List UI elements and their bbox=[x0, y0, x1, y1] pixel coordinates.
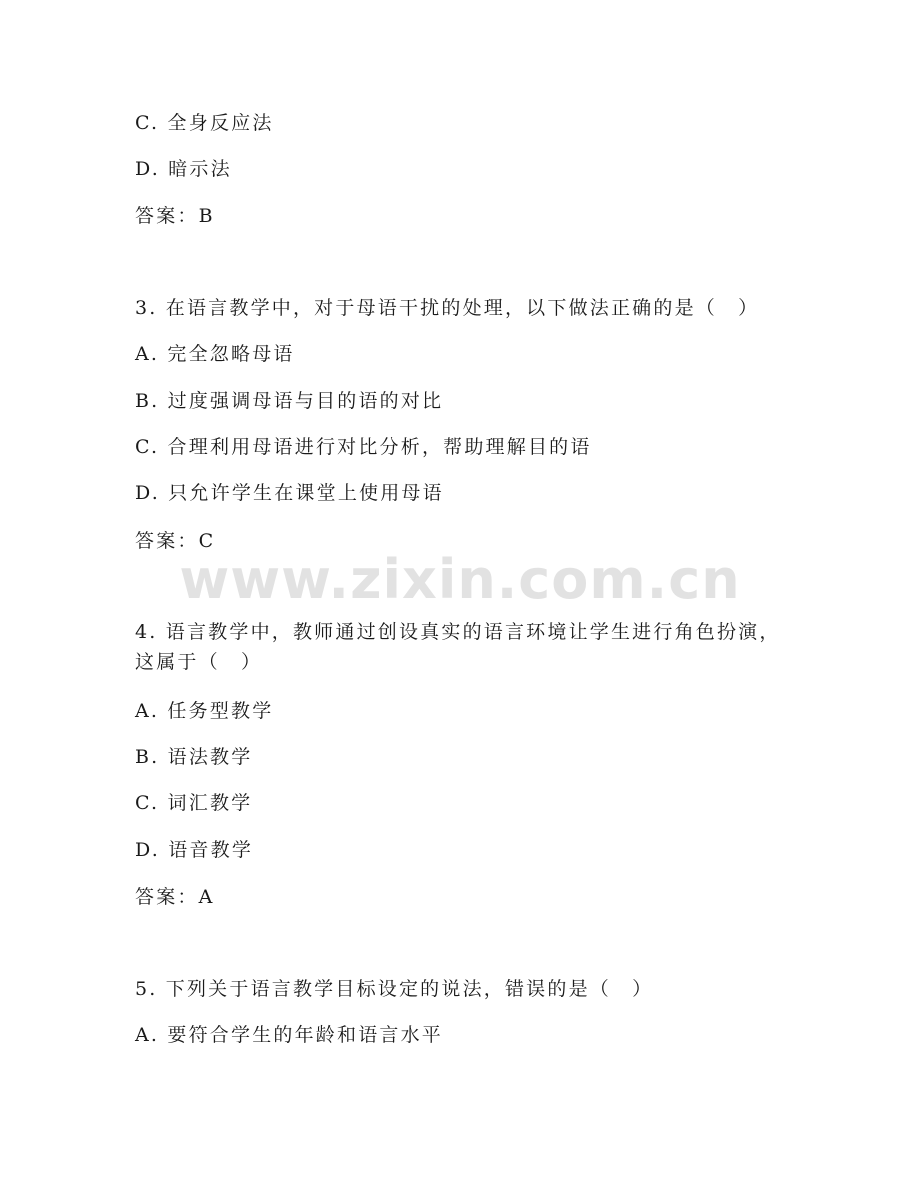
q2-option-c: C. 全身反应法 bbox=[135, 112, 274, 134]
q4-option-a: A. 任务型教学 bbox=[135, 700, 274, 722]
q3-option-a: A. 完全忽略母语 bbox=[135, 343, 295, 365]
q5-option-a: A. 要符合学生的年龄和语言水平 bbox=[135, 1024, 444, 1046]
q4-option-c: C. 词汇教学 bbox=[135, 792, 253, 814]
q4-question-line2: 这属于（ ） bbox=[135, 651, 263, 673]
q3-option-c: C. 合理利用母语进行对比分析，帮助理解目的语 bbox=[135, 436, 592, 458]
q4-answer: 答案：A bbox=[135, 886, 215, 908]
q3-option-b: B. 过度强调母语与目的语的对比 bbox=[135, 390, 444, 412]
watermark: www.zixin.com.cn bbox=[179, 548, 741, 611]
q2-answer: 答案：B bbox=[135, 205, 215, 227]
q4-option-b: B. 语法教学 bbox=[135, 746, 253, 768]
q5-question: 5. 下列关于语言教学目标设定的说法，错误的是（ ） bbox=[135, 978, 654, 1000]
q3-answer: 答案：C bbox=[135, 530, 216, 552]
q4-question-line1: 4. 语言教学中，教师通过创设真实的语言环境让学生进行角色扮演， bbox=[135, 621, 781, 643]
q3-option-d: D. 只允许学生在课堂上使用母语 bbox=[135, 482, 444, 504]
q4-option-d: D. 语音教学 bbox=[135, 839, 254, 861]
q2-option-d: D. 暗示法 bbox=[135, 158, 232, 180]
q3-question: 3. 在语言教学中，对于母语干扰的处理，以下做法正确的是（ ） bbox=[135, 297, 760, 319]
